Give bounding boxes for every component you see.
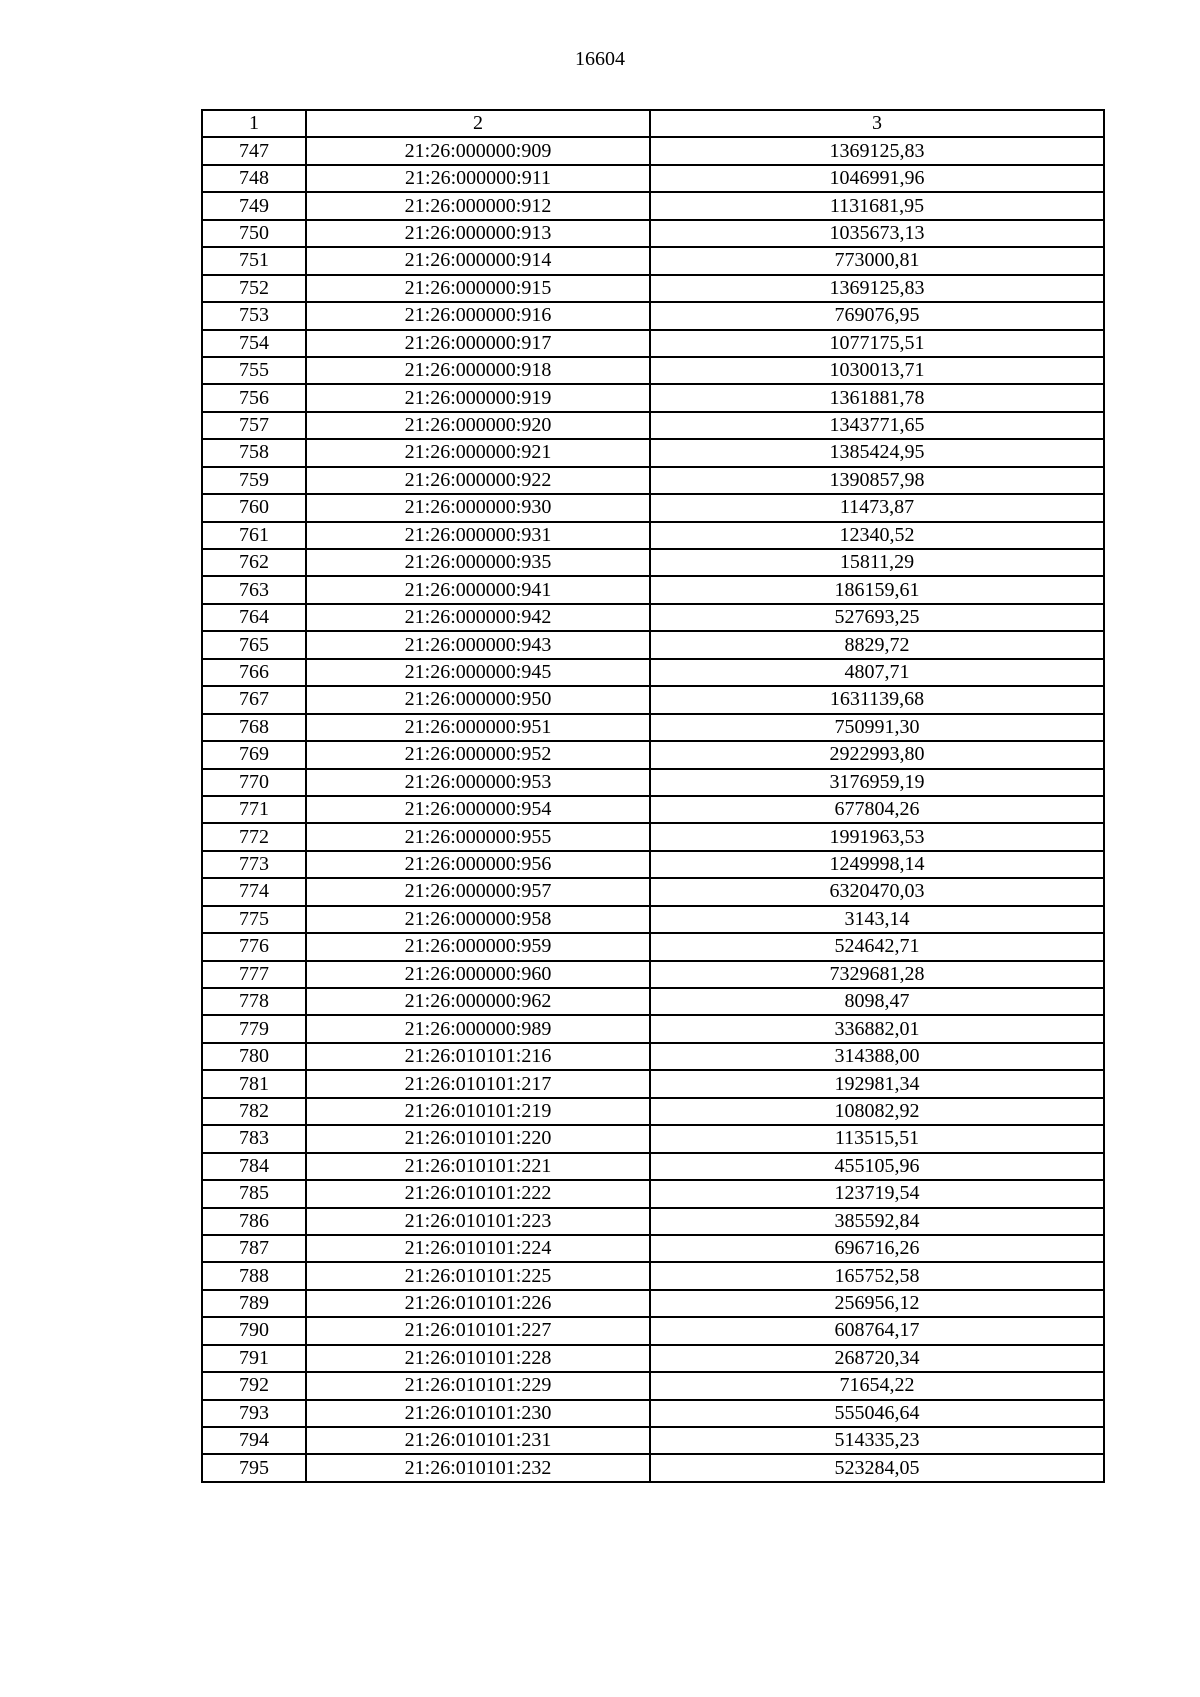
row-number-cell: 779	[202, 1015, 306, 1042]
value-cell: 3176959,19	[650, 769, 1104, 796]
table-row	[202, 823, 1104, 850]
value-cell: 773000,81	[650, 247, 1104, 274]
cadastral-table	[201, 109, 1105, 1483]
row-number-cell: 776	[202, 933, 306, 960]
row-number-cell: 785	[202, 1180, 306, 1207]
row-number-cell: 787	[202, 1235, 306, 1262]
row-number-cell: 794	[202, 1427, 306, 1454]
cadastral-number-cell: 21:26:000000:913	[306, 220, 650, 247]
table-row	[202, 1345, 1104, 1372]
value-cell: 1343771,65	[650, 412, 1104, 439]
value-cell: 1131681,95	[650, 192, 1104, 219]
value-cell: 186159,61	[650, 576, 1104, 603]
value-cell: 523284,05	[650, 1454, 1104, 1481]
table-row	[202, 906, 1104, 933]
row-number-cell: 756	[202, 384, 306, 411]
row-number-cell: 771	[202, 796, 306, 823]
value-cell: 769076,95	[650, 302, 1104, 329]
row-number-cell: 748	[202, 165, 306, 192]
row-number-cell: 789	[202, 1290, 306, 1317]
table-row	[202, 302, 1104, 329]
cadastral-number-cell: 21:26:000000:920	[306, 412, 650, 439]
row-number-cell: 795	[202, 1454, 306, 1481]
table-row	[202, 1070, 1104, 1097]
cadastral-number-cell: 21:26:000000:909	[306, 137, 650, 164]
column-header-3: 3	[650, 110, 1104, 137]
table-row	[202, 1262, 1104, 1289]
table-row	[202, 933, 1104, 960]
cadastral-number-cell: 21:26:000000:911	[306, 165, 650, 192]
row-number-cell: 753	[202, 302, 306, 329]
table-row	[202, 1098, 1104, 1125]
cadastral-number-cell: 21:26:010101:227	[306, 1317, 650, 1344]
cadastral-number-cell: 21:26:000000:945	[306, 659, 650, 686]
cadastral-number-cell: 21:26:010101:223	[306, 1208, 650, 1235]
value-cell: 677804,26	[650, 796, 1104, 823]
cadastral-number-cell: 21:26:010101:222	[306, 1180, 650, 1207]
value-cell: 1361881,78	[650, 384, 1104, 411]
table-row	[202, 275, 1104, 302]
row-number-cell: 786	[202, 1208, 306, 1235]
value-cell: 6320470,03	[650, 878, 1104, 905]
cadastral-number-cell: 21:26:000000:935	[306, 549, 650, 576]
cadastral-number-cell: 21:26:010101:231	[306, 1427, 650, 1454]
value-cell: 1077175,51	[650, 330, 1104, 357]
row-number-cell: 791	[202, 1345, 306, 1372]
row-number-cell: 790	[202, 1317, 306, 1344]
row-number-cell: 774	[202, 878, 306, 905]
cadastral-number-cell: 21:26:000000:954	[306, 796, 650, 823]
cadastral-number-cell: 21:26:000000:912	[306, 192, 650, 219]
cadastral-number-cell: 21:26:000000:930	[306, 494, 650, 521]
value-cell: 1035673,13	[650, 220, 1104, 247]
cadastral-number-cell: 21:26:010101:229	[306, 1372, 650, 1399]
cadastral-number-cell: 21:26:000000:959	[306, 933, 650, 960]
row-number-cell: 758	[202, 439, 306, 466]
value-cell: 4807,71	[650, 659, 1104, 686]
value-cell: 71654,22	[650, 1372, 1104, 1399]
table-row	[202, 384, 1104, 411]
row-number-cell: 760	[202, 494, 306, 521]
table-row	[202, 686, 1104, 713]
row-number-cell: 751	[202, 247, 306, 274]
table-row	[202, 961, 1104, 988]
value-cell: 750991,30	[650, 714, 1104, 741]
row-number-cell: 765	[202, 631, 306, 658]
row-number-cell: 764	[202, 604, 306, 631]
row-number-cell: 773	[202, 851, 306, 878]
value-cell: 514335,23	[650, 1427, 1104, 1454]
row-number-cell: 761	[202, 522, 306, 549]
cadastral-number-cell: 21:26:000000:960	[306, 961, 650, 988]
value-cell: 123719,54	[650, 1180, 1104, 1207]
cadastral-number-cell: 21:26:010101:219	[306, 1098, 650, 1125]
row-number-cell: 792	[202, 1372, 306, 1399]
row-number-cell: 754	[202, 330, 306, 357]
table-row	[202, 796, 1104, 823]
value-cell: 8098,47	[650, 988, 1104, 1015]
value-cell: 336882,01	[650, 1015, 1104, 1042]
row-number-cell: 759	[202, 467, 306, 494]
table-row	[202, 988, 1104, 1015]
cadastral-number-cell: 21:26:000000:989	[306, 1015, 650, 1042]
cadastral-number-cell: 21:26:000000:941	[306, 576, 650, 603]
column-header-2: 2	[306, 110, 650, 137]
value-cell: 455105,96	[650, 1153, 1104, 1180]
row-number-cell: 750	[202, 220, 306, 247]
value-cell: 524642,71	[650, 933, 1104, 960]
value-cell: 192981,34	[650, 1070, 1104, 1097]
value-cell: 108082,92	[650, 1098, 1104, 1125]
row-number-cell: 772	[202, 823, 306, 850]
value-cell: 3143,14	[650, 906, 1104, 933]
row-number-cell: 777	[202, 961, 306, 988]
cadastral-number-cell: 21:26:000000:931	[306, 522, 650, 549]
table-row	[202, 576, 1104, 603]
table-row	[202, 522, 1104, 549]
row-number-cell: 780	[202, 1043, 306, 1070]
table-row	[202, 330, 1104, 357]
cadastral-number-cell: 21:26:000000:922	[306, 467, 650, 494]
value-cell: 1369125,83	[650, 275, 1104, 302]
row-number-cell: 752	[202, 275, 306, 302]
row-number-cell: 788	[202, 1262, 306, 1289]
table-row	[202, 878, 1104, 905]
table-row	[202, 1153, 1104, 1180]
value-cell: 555046,64	[650, 1400, 1104, 1427]
row-number-cell: 778	[202, 988, 306, 1015]
table-row	[202, 1235, 1104, 1262]
cadastral-number-cell: 21:26:010101:232	[306, 1454, 650, 1481]
cadastral-number-cell: 21:26:010101:226	[306, 1290, 650, 1317]
table-row	[202, 1290, 1104, 1317]
table-row	[202, 1125, 1104, 1152]
cadastral-number-cell: 21:26:010101:220	[306, 1125, 650, 1152]
value-cell: 12340,52	[650, 522, 1104, 549]
cadastral-number-cell: 21:26:000000:915	[306, 275, 650, 302]
value-cell: 385592,84	[650, 1208, 1104, 1235]
table-row	[202, 1180, 1104, 1207]
cadastral-number-cell: 21:26:010101:216	[306, 1043, 650, 1070]
row-number-cell: 768	[202, 714, 306, 741]
value-cell: 268720,34	[650, 1345, 1104, 1372]
value-cell: 527693,25	[650, 604, 1104, 631]
row-number-cell: 755	[202, 357, 306, 384]
value-cell: 1369125,83	[650, 137, 1104, 164]
row-number-cell: 757	[202, 412, 306, 439]
value-cell: 1385424,95	[650, 439, 1104, 466]
cadastral-number-cell: 21:26:010101:224	[306, 1235, 650, 1262]
table-row	[202, 165, 1104, 192]
value-cell: 256956,12	[650, 1290, 1104, 1317]
cadastral-number-cell: 21:26:000000:951	[306, 714, 650, 741]
table-row	[202, 1372, 1104, 1399]
row-number-cell: 762	[202, 549, 306, 576]
cadastral-number-cell: 21:26:000000:955	[306, 823, 650, 850]
cadastral-number-cell: 21:26:000000:952	[306, 741, 650, 768]
page-number: 16604	[575, 48, 625, 70]
row-number-cell: 783	[202, 1125, 306, 1152]
value-cell: 1030013,71	[650, 357, 1104, 384]
value-cell: 1390857,98	[650, 467, 1104, 494]
cadastral-number-cell: 21:26:000000:957	[306, 878, 650, 905]
cadastral-number-cell: 21:26:000000:942	[306, 604, 650, 631]
value-cell: 1046991,96	[650, 165, 1104, 192]
table-row	[202, 494, 1104, 521]
row-number-cell: 763	[202, 576, 306, 603]
table-row	[202, 741, 1104, 768]
table-row	[202, 1427, 1104, 1454]
row-number-cell: 749	[202, 192, 306, 219]
value-cell: 11473,87	[650, 494, 1104, 521]
row-number-cell: 770	[202, 769, 306, 796]
value-cell: 2922993,80	[650, 741, 1104, 768]
table-row	[202, 549, 1104, 576]
table-row	[202, 192, 1104, 219]
value-cell: 608764,17	[650, 1317, 1104, 1344]
table-row	[202, 769, 1104, 796]
cadastral-number-cell: 21:26:010101:225	[306, 1262, 650, 1289]
value-cell: 1631139,68	[650, 686, 1104, 713]
row-number-cell: 747	[202, 137, 306, 164]
cadastral-number-cell: 21:26:010101:221	[306, 1153, 650, 1180]
table-row	[202, 412, 1104, 439]
row-number-cell: 784	[202, 1153, 306, 1180]
table-row	[202, 851, 1104, 878]
cadastral-number-cell: 21:26:000000:958	[306, 906, 650, 933]
table-row	[202, 1454, 1104, 1481]
table-row	[202, 659, 1104, 686]
row-number-cell: 766	[202, 659, 306, 686]
table-row	[202, 1043, 1104, 1070]
table-header-row	[202, 110, 1104, 137]
cadastral-number-cell: 21:26:000000:917	[306, 330, 650, 357]
cadastral-number-cell: 21:26:000000:921	[306, 439, 650, 466]
value-cell: 15811,29	[650, 549, 1104, 576]
cadastral-number-cell: 21:26:010101:228	[306, 1345, 650, 1372]
row-number-cell: 769	[202, 741, 306, 768]
cadastral-number-cell: 21:26:000000:953	[306, 769, 650, 796]
table-row	[202, 1317, 1104, 1344]
table-row	[202, 1400, 1104, 1427]
cadastral-number-cell: 21:26:000000:962	[306, 988, 650, 1015]
cadastral-number-cell: 21:26:000000:919	[306, 384, 650, 411]
table-row	[202, 1208, 1104, 1235]
value-cell: 113515,51	[650, 1125, 1104, 1152]
cadastral-number-cell: 21:26:000000:943	[306, 631, 650, 658]
table-row	[202, 1015, 1104, 1042]
cadastral-number-cell: 21:26:000000:914	[306, 247, 650, 274]
table-row	[202, 357, 1104, 384]
table-row	[202, 604, 1104, 631]
value-cell: 7329681,28	[650, 961, 1104, 988]
value-cell: 1249998,14	[650, 851, 1104, 878]
row-number-cell: 767	[202, 686, 306, 713]
value-cell: 696716,26	[650, 1235, 1104, 1262]
value-cell: 1991963,53	[650, 823, 1104, 850]
table-row	[202, 439, 1104, 466]
table-row	[202, 137, 1104, 164]
table-body	[202, 137, 1104, 1481]
table-row	[202, 247, 1104, 274]
row-number-cell: 775	[202, 906, 306, 933]
value-cell: 165752,58	[650, 1262, 1104, 1289]
cadastral-number-cell: 21:26:000000:918	[306, 357, 650, 384]
cadastral-number-cell: 21:26:000000:956	[306, 851, 650, 878]
table-row	[202, 714, 1104, 741]
table-row	[202, 467, 1104, 494]
cadastral-number-cell: 21:26:010101:217	[306, 1070, 650, 1097]
cadastral-number-cell: 21:26:000000:916	[306, 302, 650, 329]
cadastral-number-cell: 21:26:010101:230	[306, 1400, 650, 1427]
column-header-1: 1	[202, 110, 306, 137]
row-number-cell: 793	[202, 1400, 306, 1427]
row-number-cell: 781	[202, 1070, 306, 1097]
cadastral-number-cell: 21:26:000000:950	[306, 686, 650, 713]
value-cell: 8829,72	[650, 631, 1104, 658]
table-row	[202, 220, 1104, 247]
value-cell: 314388,00	[650, 1043, 1104, 1070]
table-row	[202, 631, 1104, 658]
row-number-cell: 782	[202, 1098, 306, 1125]
